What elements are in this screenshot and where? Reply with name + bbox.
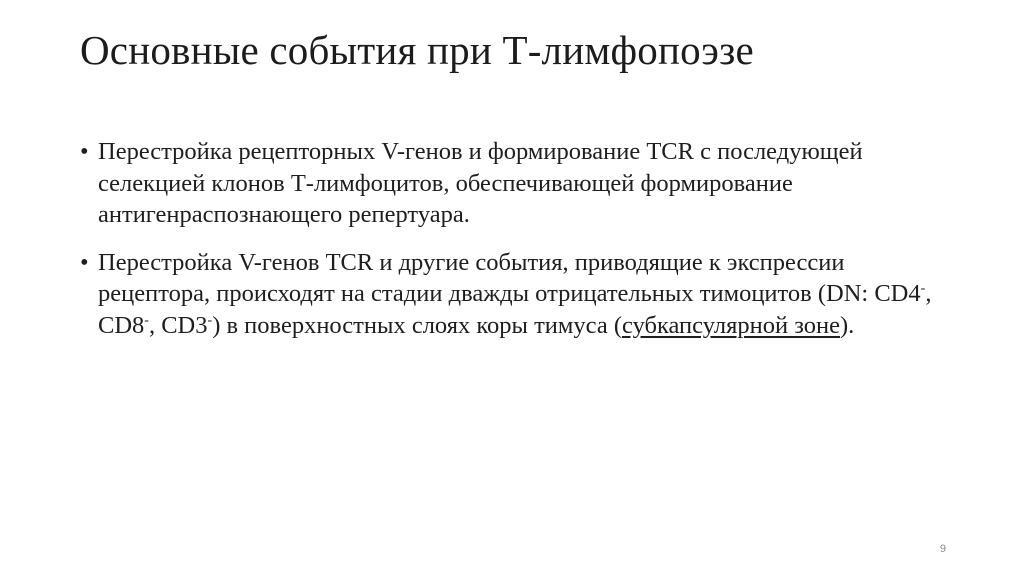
- bullet-item-1: [80, 136, 960, 231]
- subcapsular-zone-link[interactable]: субкапсулярной зоне: [622, 311, 840, 339]
- page-number: 9: [939, 543, 946, 555]
- bullet-text-2-part2: , CD8: [98, 280, 932, 339]
- bullet-list: [80, 136, 960, 357]
- bullet-text-1: Перестройка рецепторных V-генов и формирование TCR с последующей селекцией клонов Т-лимфоцитов, обеспечивающей формирование антигенраспознающего репертуара.: [98, 138, 863, 228]
- superscript-minus-cd8: -: [144, 312, 149, 328]
- superscript-minus-cd3: -: [207, 312, 213, 328]
- bullet-dot-icon: •: [80, 248, 89, 276]
- bullet-item-2: [80, 247, 960, 342]
- superscript-minus-cd4: -: [920, 280, 926, 296]
- bullet-text-2-part4: ) в поверхностных слоях коры тимуса (: [212, 311, 623, 339]
- bullet-text-2-part3: , CD3: [148, 311, 208, 339]
- bullet-text-2-part5: ).: [840, 311, 855, 339]
- slide-title: Основные события при Т-лимфопоэзе: [80, 27, 754, 73]
- bullet-text-2-part1: Перестройка V-генов TCR и другие события, приводящие к экспрессии рецептора, происходят на стадии дважды отрицательных тимоцитов (DN: CD4: [98, 248, 921, 307]
- bullet-dot-icon: •: [80, 138, 89, 165]
